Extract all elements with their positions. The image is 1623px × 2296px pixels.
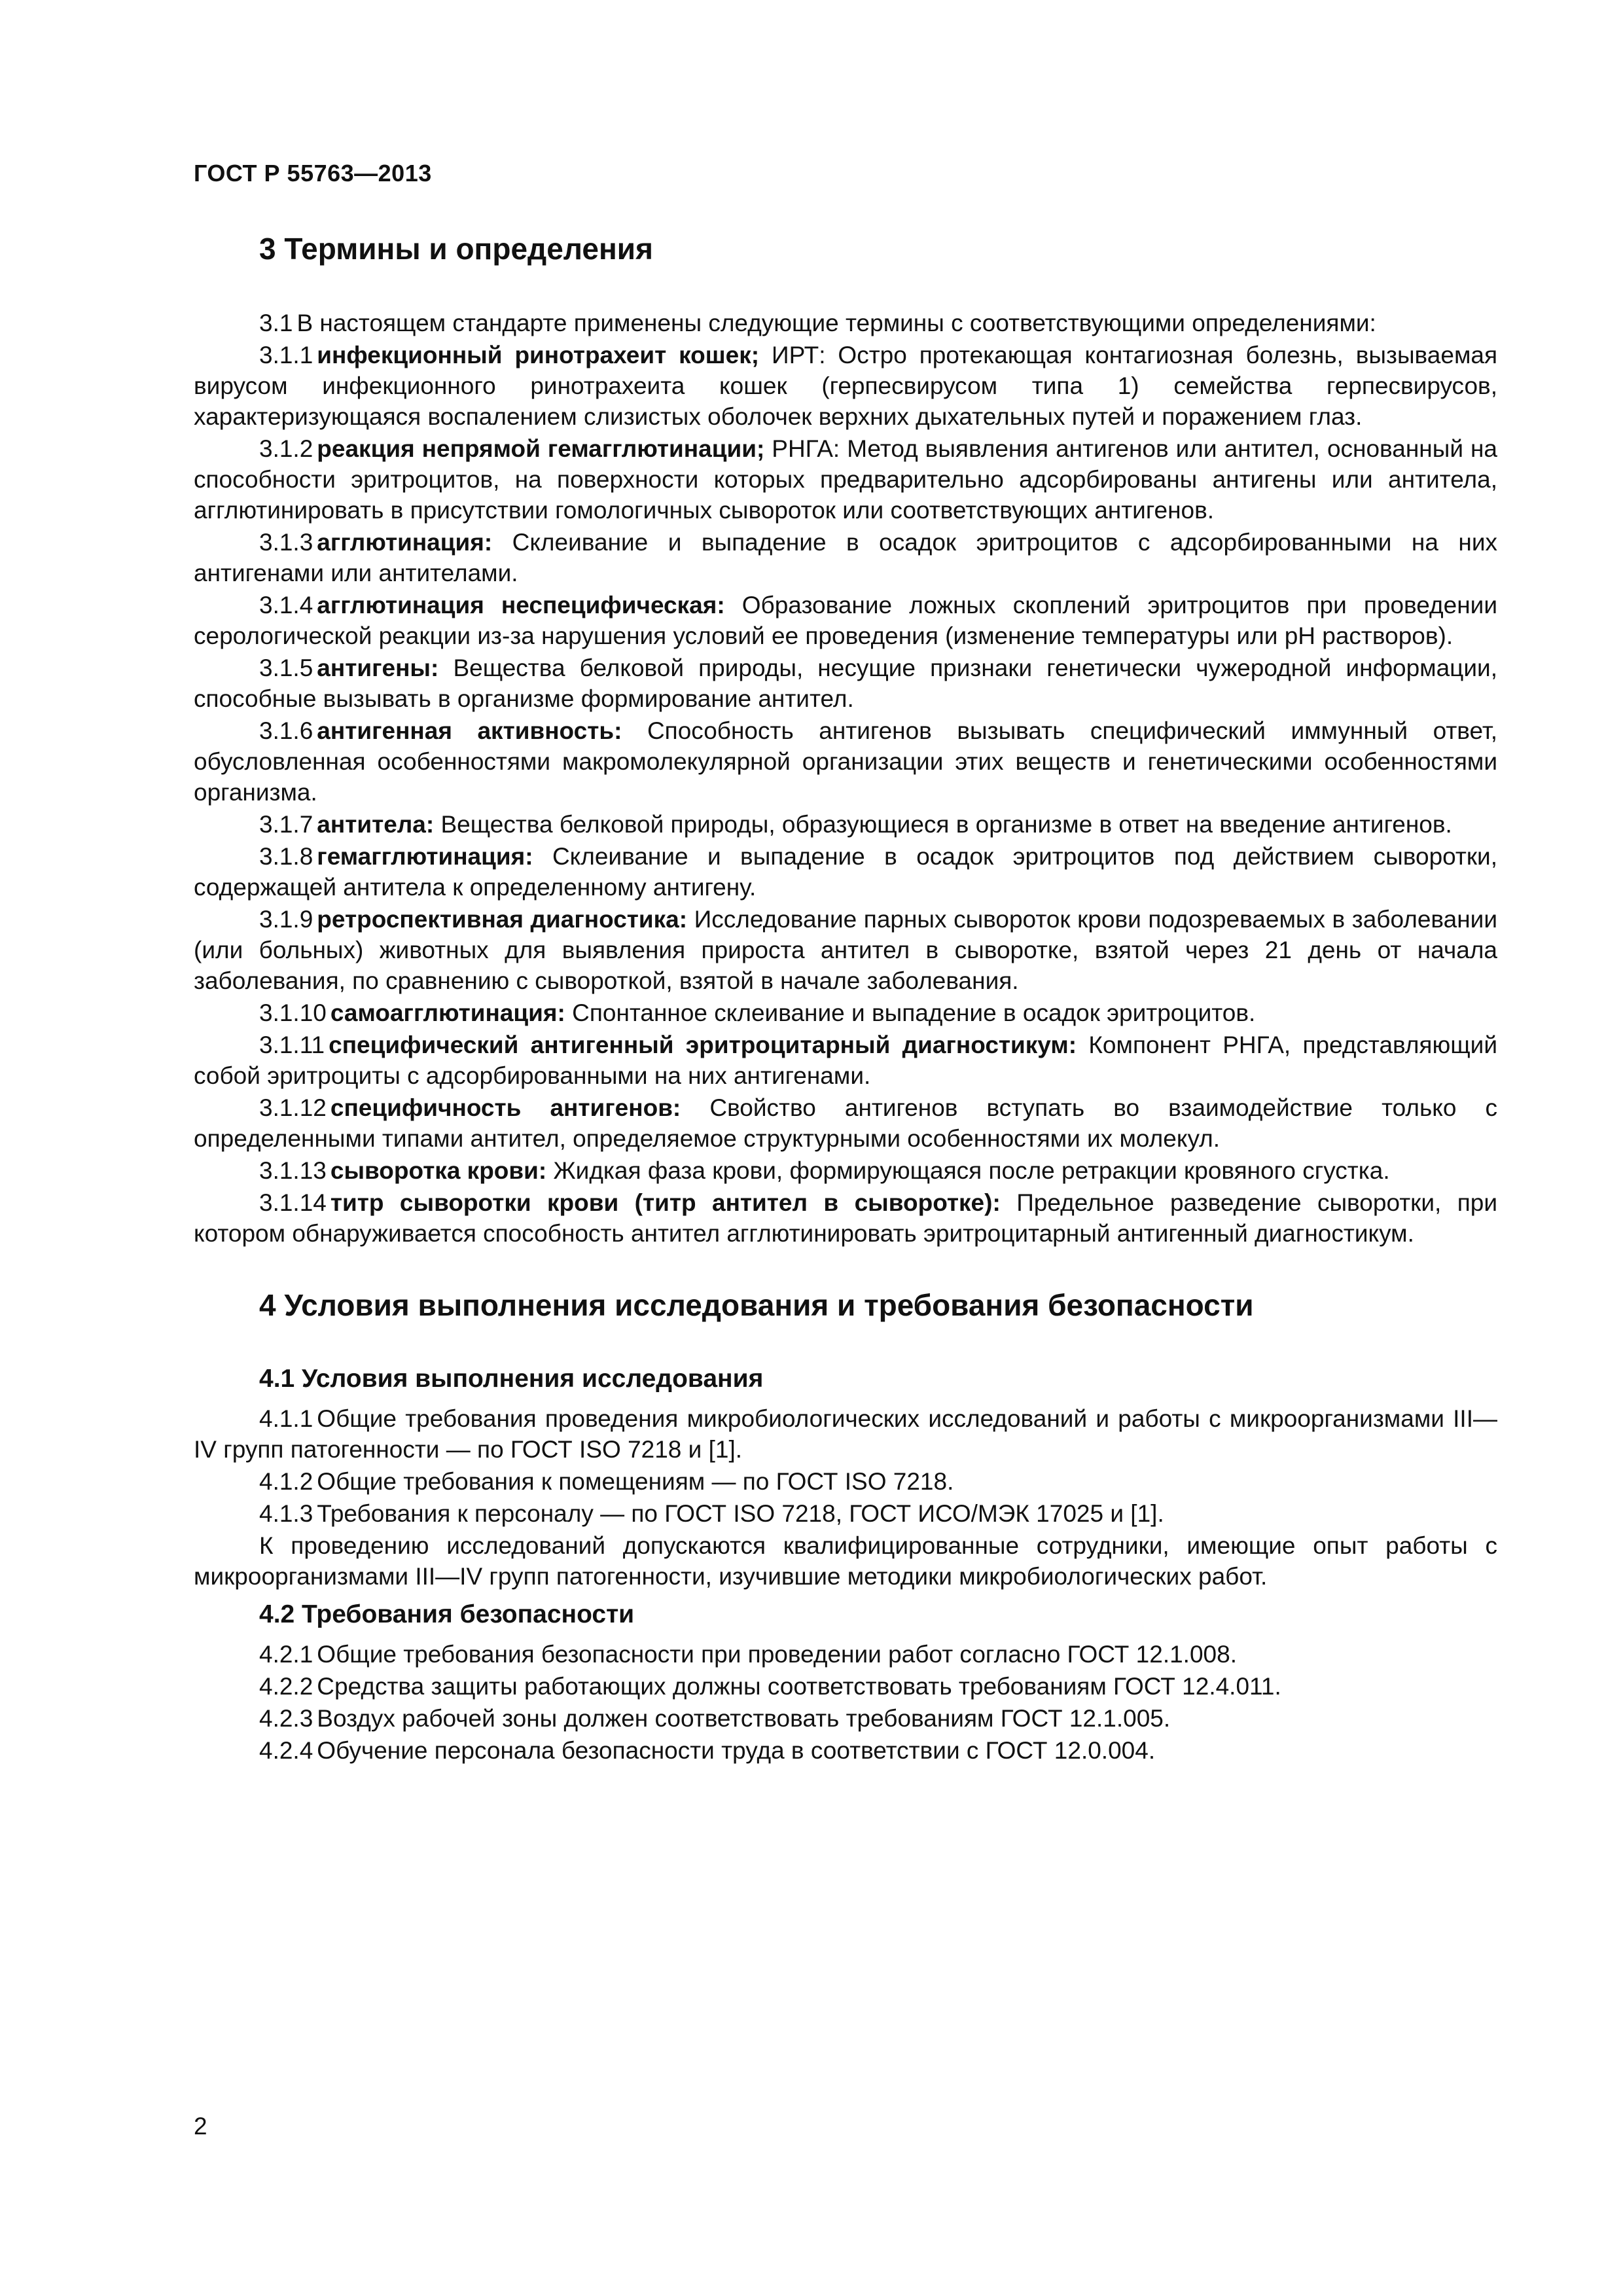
term-definition-3-1-7 [194,809,1497,840]
definition: Склеивание и выпадение в осадок эритроцитов с адсорбированными на них антигенами или антителами. [194,529,1497,586]
term: специфический антигенный эритроцитарный диагностикум: [329,1031,1077,1058]
clause-text: Средства защиты работающих должны соответствовать требованиям ГОСТ 12.4.011. [317,1673,1281,1700]
clause-text: Общие требования безопасности при проведении работ согласно ГОСТ 12.1.008. [317,1641,1237,1668]
definition: Предельное разведение сыворотки, при котором обнаруживается способность антител агглютинировать эритроцитарный антигенный диагностикум. [194,1189,1497,1247]
clause-number: 3.1 [259,310,293,336]
subsection-4-1-title: 4.1 Условия выполнения исследования [259,1365,764,1393]
intro-paragraph [194,308,1497,338]
definition: Вещества белковой природы, несущие признаки генетически чужеродной информации, способные вызывать в организме формирование антител. [194,655,1497,712]
clause-number: 4.2.2 [259,1673,313,1700]
definition: РНГА: Метод выявления антигенов или антител, основанный на способности эритроцитов, на поверхности которых предварительно адсорбированы антигены или антитела, агглютинировать в присутствии гомологичных сывороток или соответствующих антигенов. [194,435,1497,524]
clause-4-1-3-continuation [194,1530,1497,1592]
definition: Исследование парных сывороток крови подозреваемых в заболевании (или больных) животных для выявления прироста антител в сыворотке, взятой через 21 день от начала заболевания, по сравнению с сывороткой, взятой в начале заболевания. [194,906,1498,994]
term: гемагглютинация: [317,843,533,870]
clause-text: Общие требования к помещениям — по ГОСТ ISO 7218. [317,1468,954,1495]
clause-number: 3.1.4 [259,592,313,619]
definition: Образование ложных скоплений эритроцитов при проведении серологической реакции из-за нарушения условий ее проведения (изменение температуры или рН растворов). [194,592,1497,649]
clause-4-2-2 [194,1671,1497,1702]
definition: Склеивание и выпадение в осадок эритроцитов под действием сыворотки, содержащей антитела к определенному антигену. [194,843,1497,901]
term-definition-3-1-5 [194,653,1497,714]
clause-number: 4.1.3 [259,1500,313,1527]
clause-number: 4.2.1 [259,1641,313,1668]
document-body [194,229,1497,1767]
clause-4-2-4 [194,1735,1497,1766]
document-code-header: ГОСТ Р 55763—2013 [194,160,432,187]
clause-4-2-3 [194,1703,1497,1734]
term: ретроспективная диагностика: [317,906,688,933]
clause-number: 4.2.3 [259,1705,313,1732]
term-definition-3-1-3 [194,527,1497,588]
clause-4-2-1 [194,1639,1497,1670]
term: агглютинация неспецифическая: [317,592,725,619]
clause-text: К проведению исследований допускаются квалифицированные сотрудники, имеющие опыт работы с микроорганизмами III—IV групп патогенности, изучившие методики микробиологических работ. [194,1532,1497,1590]
page-number: 2 [194,2113,207,2140]
term: сыворотка крови: [330,1157,547,1184]
clause-number: 3.1.5 [259,655,313,681]
clause-number: 4.1.2 [259,1468,313,1495]
clause-text: Общие требования проведения микробиологических исследований и работы с микроорганизмами III—IV групп патогенности — по ГОСТ ISO 7218 и [1]. [194,1405,1497,1463]
clause-4-1-2 [194,1466,1497,1497]
term: антигены: [317,655,439,681]
definition: Компонент РНГА, представляющий собой эритроциты с адсорбированными на них антигенами. [194,1031,1497,1089]
term-definition-3-1-2 [194,433,1497,526]
clause-4-1-1 [194,1403,1497,1465]
subsection-4-2-title: 4.2 Требования безопасности [259,1600,635,1628]
clause-4-1-3 [194,1498,1497,1529]
term: специфичность антигенов: [330,1094,681,1121]
term: самоагглютинация: [330,999,565,1026]
clause-number: 3.1.13 [259,1157,327,1184]
definition: Свойство антигенов вступать во взаимодействие только с определенными типами антител, определяемое структурными особенностями их молекул. [194,1094,1498,1152]
term-definition-3-1-12 [194,1092,1497,1154]
clause-number: 3.1.2 [259,435,313,462]
term-definition-3-1-13 [194,1155,1497,1186]
term-definition-3-1-10 [194,997,1497,1028]
term-definition-3-1-6 [194,715,1497,808]
clause-number: 3.1.7 [259,811,313,838]
clause-text: Обучение персонала безопасности труда в соответствии с ГОСТ 12.0.004. [317,1737,1156,1764]
clause-number: 3.1.9 [259,906,313,933]
clause-number: 3.1.12 [259,1094,327,1121]
term-definition-3-1-4 [194,590,1497,651]
clause-text: Воздух рабочей зоны должен соответствовать требованиям ГОСТ 12.1.005. [317,1705,1171,1732]
term-definition-3-1-11 [194,1030,1497,1091]
term-definition-3-1-1 [194,340,1497,432]
clause-number: 3.1.1 [259,342,313,368]
clause-number: 3.1.11 [259,1031,325,1058]
clause-number: 3.1.3 [259,529,313,556]
clause-number: 4.1.1 [259,1405,313,1432]
definition: Способность антигенов вызывать специфический иммунный ответ, обусловленная особенностями макромолекулярной организации этих веществ и генетическими особенностями организма. [194,717,1497,806]
clause-number: 3.1.14 [259,1189,327,1216]
clause-number: 3.1.8 [259,843,313,870]
term: антитела: [317,811,435,838]
section-3-title: 3 Термины и определения [259,232,653,266]
term: титр сыворотки крови (титр антител в сыворотке): [330,1189,1001,1216]
definition: Спонтанное склеивание и выпадение в осадок эритроцитов. [565,999,1256,1026]
clause-text: Требования к персоналу — по ГОСТ ISO 7218, ГОСТ ИСО/МЭК 17025 и [1]. [317,1500,1164,1527]
section-4-title: 4 Условия выполнения исследования и требования безопасности [259,1288,1254,1322]
definition: Жидкая фаза крови, формирующаяся после ретракции кровяного сгустка. [546,1157,1390,1184]
clause-number: 3.1.10 [259,999,327,1026]
term: инфекционный ринотрахеит кошек; [317,342,760,368]
term-definition-3-1-9 [194,904,1497,996]
clause-number: 4.2.4 [259,1737,313,1764]
definition: Вещества белковой природы, образующиеся в организме в ответ на введение антигенов. [434,811,1452,838]
clause-number: 3.1.6 [259,717,313,744]
term-definition-3-1-14 [194,1187,1497,1249]
term: реакция непрямой гемагглютинации; [317,435,765,462]
clause-text: В настоящем стандарте применены следующие термины с соответствующими определениями: [296,310,1376,336]
term: агглютинация: [317,529,493,556]
term: антигенная активность: [317,717,622,744]
term-definition-3-1-8 [194,841,1497,903]
definition: ИРТ: Остро протекающая контагиозная болезнь, вызываемая вирусом инфекционного ринотрахеита кошек (герпесвирусом типа 1) семейства герпесвирусов, характеризующаяся воспалением слизистых оболочек верхних дыхательных путей и поражением глаз. [194,342,1497,430]
